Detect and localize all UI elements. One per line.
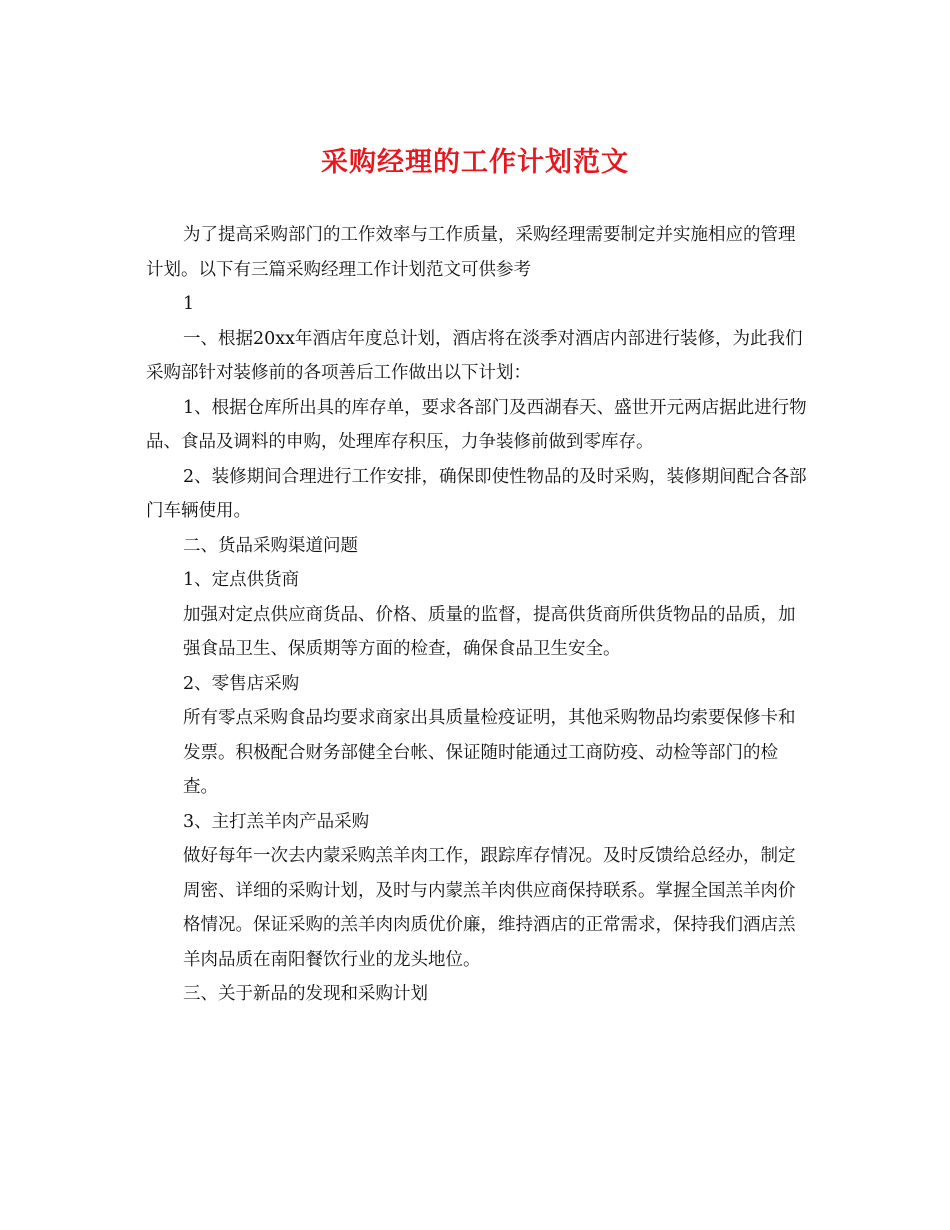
paragraph-inventory: 1、根据仓库所出具的库存单，要求各部门及西湖春天、盛世开元两店据此进行物品、食品及调料的申购，处理库存积压，力争装修前做到零库存。 (146, 397, 807, 452)
subheading-lamb-purchase: 3、主打羔羊肉产品采购 (183, 811, 370, 832)
section-number: 1 (183, 294, 195, 314)
document-title: 采购经理的工作计划范文 (321, 147, 629, 178)
paragraph-supplier-supervision: 加强对定点供应商货品、价格、质量的监督，提高供货商所供货物品的品质，加强食品卫生、保质期等方面的检查，确保食品卫生安全。 (183, 604, 796, 659)
subheading-designated-suppliers: 1、定点供货商 (183, 570, 300, 590)
document-body (146, 218, 811, 1012)
paragraph-lamb-purchase: 做好每年一次去内蒙采购羔羊肉工作，跟踪库存情况。及时反馈给总经办，制定周密、详细的采购计划，及时与内蒙羔羊肉供应商保持联系。掌握全国羔羊肉价格情况。保证采购的羔羊肉肉质优价廉，维持酒店的正常需求，保持我们酒店羔羊肉品质在南阳餐饮行业的龙头地位。 (183, 846, 796, 970)
paragraph-renovation-schedule: 2、装修期间合理进行工作安排，确保即使性物品的及时采购，装修期间配合各部门车辆使用。 (146, 466, 807, 521)
subheading-retail-purchase: 2、零售店采购 (183, 673, 300, 694)
heading-purchase-channels: 二、货品采购渠道问题 (183, 535, 358, 556)
intro-paragraph: 为了提高采购部门的工作效率与工作质量，采购经理需要制定并实施相应的管理计划。以下有三篇采购经理工作计划范文可供参考 (146, 225, 796, 280)
heading-new-products: 三、关于新品的发现和采购计划 (183, 984, 428, 1004)
paragraph-renovation-plan: 一、根据20xx年酒店年度总计划，酒店将在淡季对酒店内部进行装修，为此我们采购部针对装修前的各项善后工作做出以下计划： (146, 328, 803, 383)
paragraph-retail-purchase: 所有零点采购食品均要求商家出具质量检疫证明，其他采购物品均索要保修卡和发票。积极配合财务部健全台帐、保证随时能通过工商防疫、动检等部门的检查。 (183, 708, 796, 797)
